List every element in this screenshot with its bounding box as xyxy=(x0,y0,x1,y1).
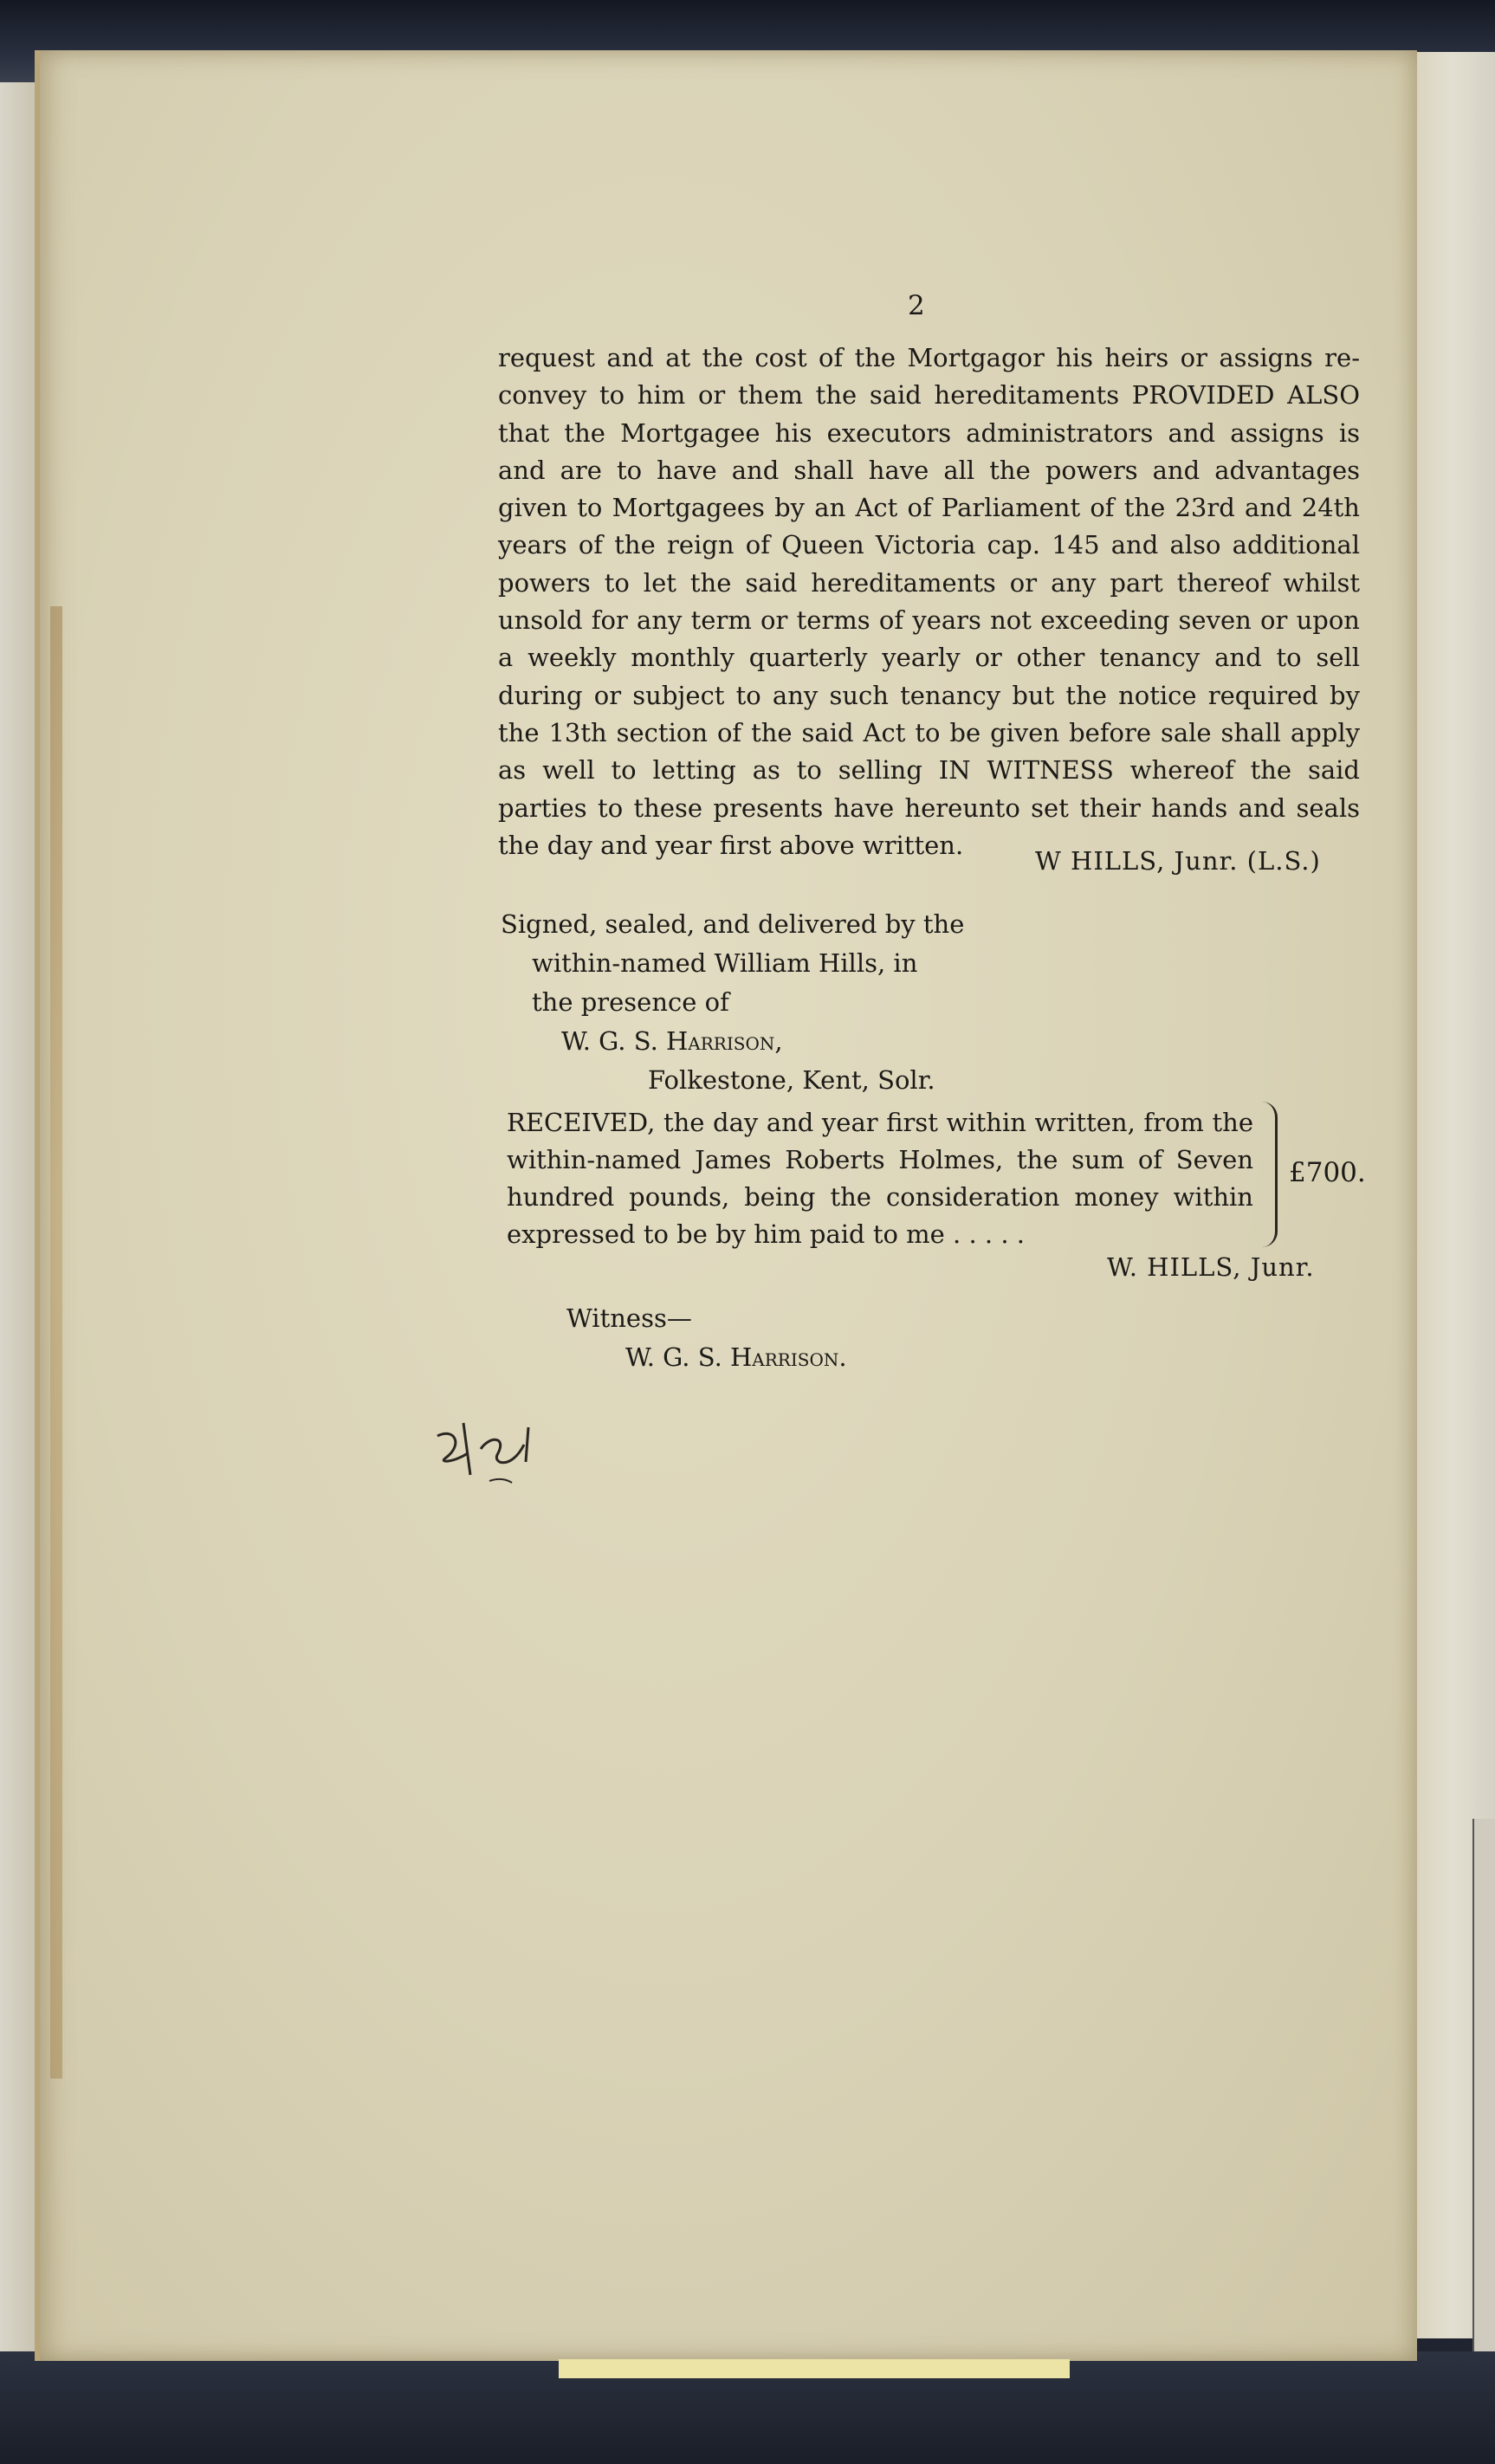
page-edge-stain xyxy=(50,606,62,2079)
solicitor-address: Folkestone, Kent, Solr. xyxy=(648,1065,935,1095)
seal-signature: W HILLS, Junr. (L.S.) xyxy=(1035,846,1321,876)
execution-line: Signed, sealed, and delivered by the xyxy=(501,909,965,939)
right-edge-strip xyxy=(1472,1819,1495,2364)
receipt-signature: W. HILLS, Junr. xyxy=(1107,1252,1315,1282)
witness-name: W. G. S. Harrison. xyxy=(625,1342,847,1372)
execution-line: the presence of xyxy=(532,987,729,1017)
receipt-paragraph: RECEIVED, the day and year first within written, from the within-named James Roberts Holmes, the sum of Seven hundred pounds, being the consideration money within expressed to be by him paid to me . . . . . xyxy=(507,1108,1253,1249)
deed-body-paragraph: request and at the cost of the Mortgagor his heirs or assigns re-convey to him or them the said hereditaments PROVIDED ALSO that the Mortgagee his executors administrators and assigns is and are to have and shall have all the powers and advantages given to Mortgagees by an Act of Parliament of the 23rd and 24th years of the reign of Queen Victoria cap. 145 and also additional powers to let the said hereditaments or any part thereof whilst unsold for any term or terms of years not exceeding seven or upon a weekly monthly quarterly yearly or other tenancy and to sell during or subject to any such tenancy but the notice required by the 13th section of the said Act to be given before sale shall apply as well to letting as to selling IN WITNESS whereof the said parties to these presents have hereunto set their hands and seals the day and year first above written. xyxy=(498,343,1360,860)
page-number: 2 xyxy=(908,290,925,321)
execution-line: within-named William Hills, in xyxy=(532,948,918,978)
left-page-edge xyxy=(0,82,35,2351)
solicitor-name: W. G. S. Harrison, xyxy=(561,1026,783,1056)
receipt-brace xyxy=(1256,1102,1278,1247)
witness-block xyxy=(566,1299,847,1377)
execution-block xyxy=(501,905,964,1100)
witness-label: Witness— xyxy=(566,1303,692,1333)
receipt-amount: £700. xyxy=(1289,1157,1366,1188)
handwritten-initials-icon xyxy=(429,1410,550,1497)
page-tab-strip xyxy=(559,2359,1070,2378)
